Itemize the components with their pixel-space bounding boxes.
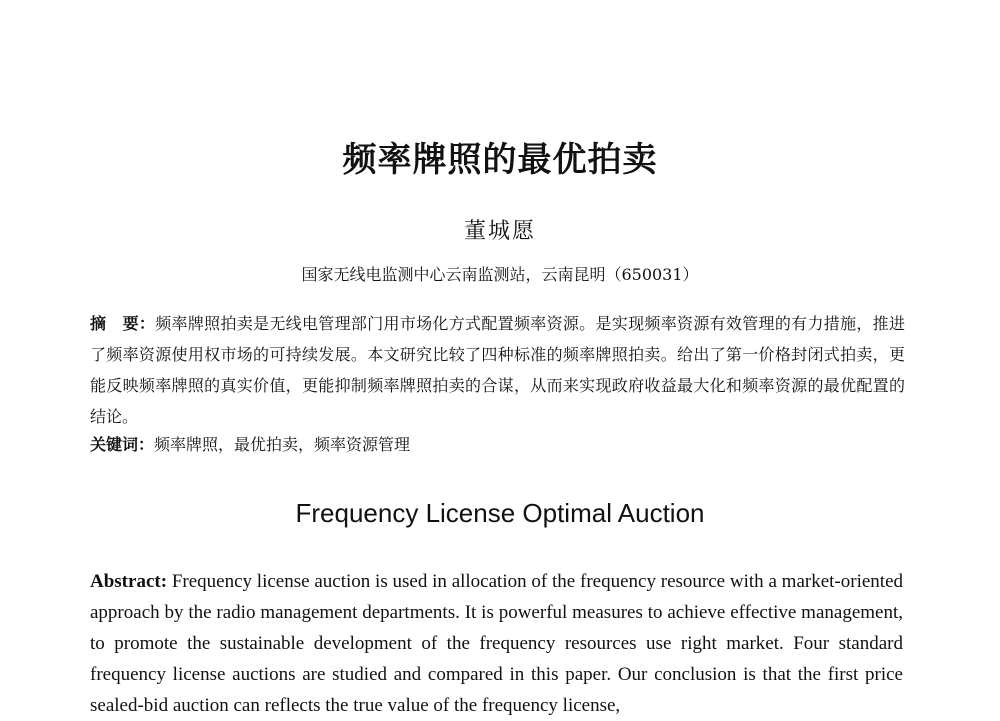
author-affiliation: 国家无线电监测中心云南监测站，云南昆明（650031） <box>301 265 699 284</box>
paper-title: 频率牌照的最优拍卖 <box>342 140 658 180</box>
abstract-en-label: Abstract: <box>90 571 168 592</box>
abstract-en <box>90 566 903 721</box>
keywords-cn-label: 关键词： <box>90 435 155 454</box>
author-name: 董城愿 <box>463 219 536 244</box>
abstract-cn <box>90 308 905 432</box>
abstract-cn-text: 频率牌照拍卖是无线电管理部门用市场化方式配置频率资源。是实现频率资源有效管理的有力措施，推进了频率资源使用权市场的可持续发展。本文研究比较了四种标准的频率牌照拍卖。给出了第一价格封闭式拍卖，更能反映频率牌照的真实价值，更能抑制频率牌照拍卖的合谋，从而来实现政府收益最大化和频率资源的最优配置的结论。 <box>90 314 905 426</box>
keywords-cn <box>90 432 905 458</box>
abstract-en-text: Frequency license auction is used in allocation of the frequency resource with a market-oriented approach by the radio management departments. It is powerful measures to achieve effective management, to promote the sustainable development of the frequency resources use right market. Four standard frequency license auctions are studied and compared in this paper. Our conclusion is that the first price sealed-bid auction can reflects the true value of the frequency license, <box>90 571 903 716</box>
abstract-cn-label: 摘 要： <box>90 314 156 333</box>
paper-title-en: Frequency License Optimal Auction <box>295 498 705 528</box>
keywords-cn-text: 频率牌照，最优拍卖，频率资源管理 <box>154 435 411 454</box>
